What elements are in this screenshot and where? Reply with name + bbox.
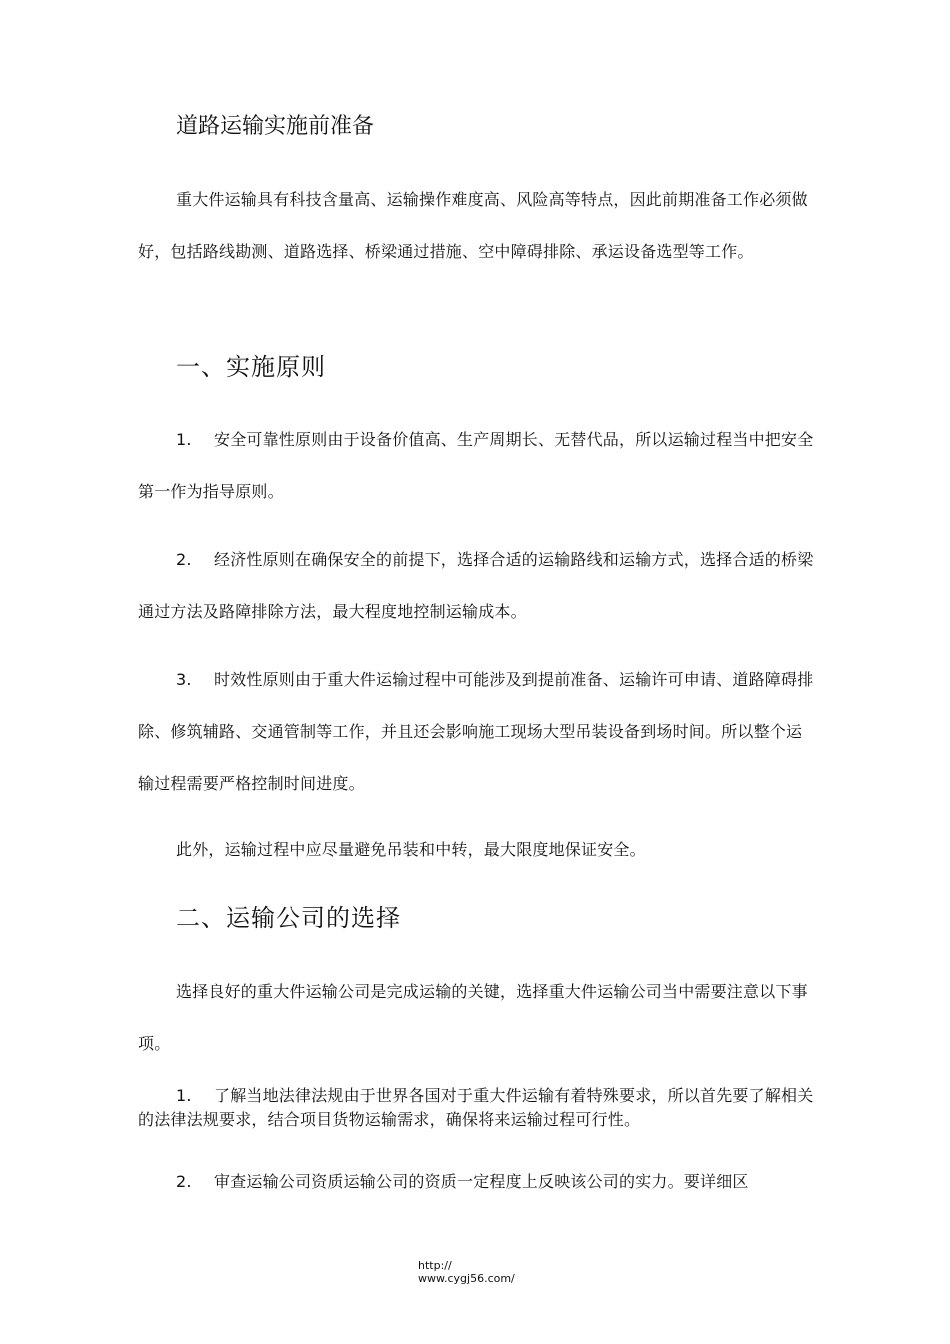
item-number: 2.: [176, 550, 192, 569]
footer-url[interactable]: [418, 1259, 515, 1285]
selection-item-2: [138, 1170, 814, 1194]
principle-item-3: [138, 654, 814, 810]
item-text: 经济性原则在确保安全的前提下，选择合适的运输路线和运输方式，选择合适的桥梁通过方法及路障排除方法，最大程度地控制运输成本。: [138, 550, 814, 621]
section-1-closing: 此外，运输过程中应尽量避免吊装和中转，最大限度地保证安全。: [176, 840, 646, 859]
footer-url-line-1: http://: [418, 1259, 452, 1272]
item-text: 了解当地法律法规由于世界各国对于重大件运输有着特殊要求，所以首先要了解相关的法律法规要求，结合项目货物运输需求，确保将来运输过程可行性。: [138, 1086, 814, 1129]
intro-paragraph: 重大件运输具有科技含量高、运输操作难度高、风险高等特点，因此前期准备工作必须做好，包括路线勘测、道路选择、桥梁通过措施、空中障碍排除、承运设备选型等工作。: [138, 190, 808, 261]
section-1-heading: 一、实施原则: [176, 353, 326, 381]
section-2-intro: 选择良好的重大件运输公司是完成运输的关键，选择重大件运输公司当中需要注意以下事项。: [138, 982, 808, 1053]
item-text: 安全可靠性原则由于设备价值高、生产周期长、无替代品，所以运输过程当中把安全第一作为指导原则。: [138, 430, 814, 501]
item-number: 3.: [176, 670, 192, 689]
selection-item-1: [138, 1084, 814, 1132]
document-title: 道路运输实施前准备: [176, 114, 375, 139]
section-2-heading: 二、运输公司的选择: [176, 904, 401, 932]
item-text: 时效性原则由于重大件运输过程中可能涉及到提前准备、运输许可申请、道路障碍排除、修筑辅路、交通管制等工作，并且还会影响施工现场大型吊装设备到场时间。所以整个运输过程需要严格控制时间进度。: [138, 670, 814, 793]
item-text: 审查运输公司资质运输公司的资质一定程度上反映该公司的实力。要详细区: [214, 1172, 749, 1191]
item-number: 1.: [176, 430, 192, 449]
item-number: 2.: [176, 1172, 192, 1191]
principle-item-2: [138, 534, 814, 638]
item-number: 1.: [176, 1086, 192, 1105]
footer-url-line-2: www.cygj56.com/: [418, 1272, 515, 1285]
principle-item-1: [138, 414, 814, 518]
